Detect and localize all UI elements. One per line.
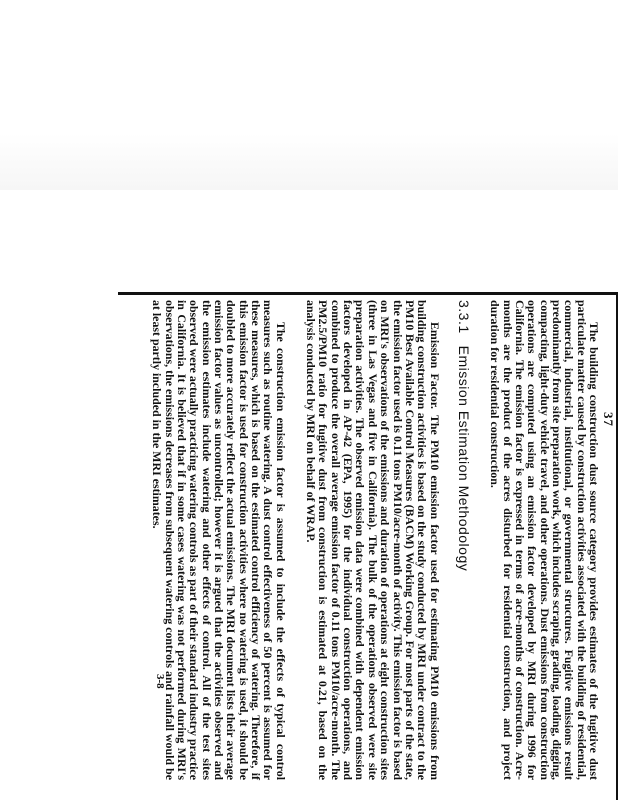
emission-factor-paragraph <box>305 300 441 780</box>
document-body <box>151 300 600 780</box>
control-paragraph: The construction emission factor is assumed to include the effects of typical control measures such as routine watering. A dust control effectiveness of 50 percent is assumed for these measures, which is based on the estimated control efficiency of watering. Therefore, if this emission factor is used for construction activities where no watering is used, it should be doubled to more accurately reflect the actual emissions. The MRI document lists their average emission factor values as uncontrolled; however it is argued that the activities observed and the emission estimates include watering and other effects of control. All of the test sites observed were actually practicing watering controls as part of their standard industry practice in California. It is believed that if in some cases watering was not performed during MRI's observations, the emissions decreases from subsequent watering controls and rainfall would be at least partly included in the MRI estimates. <box>150 300 288 780</box>
page-top-number: 37 <box>601 412 616 427</box>
emission-factor-text: The PM10 emission factor used for estimating PM10 emissions from building construction activities is based on the study conducted by MRI under contract to the PM10 Best Available Control Measures (BACM) Working Group. For most parts of the state, the emission factor used is 0.11 tons PM10/acre-month of activity. This emission factor is based on MRI's observations of the emissions and duration of operations at eight construction sites (three in Las Vegas and five in California). The bulk of the operations observed were site preparation activities. The observed emission data were combined with dependent emission factors developed in AP-42 (EPA, 1995) for the individual construction operations, and combined to produce the overall average emission factor of 0.11 tons PM10/acre-month. The PM2.5/PM10 ratio for fugitive dust from construction is estimated at 0.21, based on the analysis conducted by MRI on behalf of WRAP. <box>304 300 442 781</box>
section-number: 3.3.1 <box>455 300 472 334</box>
page-border-rule <box>118 292 618 295</box>
emission-factor-run-in: Emission Factor. <box>427 322 442 409</box>
rotated-document-page <box>118 292 618 800</box>
section-heading <box>455 300 472 780</box>
intro-paragraph: The building construction dust source category provides estimates of the fugitive dust particulate matter caused by construction activities associated with the building of residential, commercial, industrial, institutional, or governmental structures. Fugitive emissions result predominantly from site preparation work, which includes scraping, grading, loading, digging, compacting, light-duty vehicle travel, and other operations. Dust emissions from construction operations are computed using an emission factor developed by MRI during 1996 for California. The emission factor is expressed in terms of acre-months of construction. Acre-months are the product of the acres disturbed for residential construction, and project duration for residential construction. <box>488 300 601 780</box>
section-title: Emission Estimation Methodology <box>455 345 472 572</box>
scan-background <box>0 0 618 190</box>
footer-page-number: 3-8 <box>154 674 166 689</box>
